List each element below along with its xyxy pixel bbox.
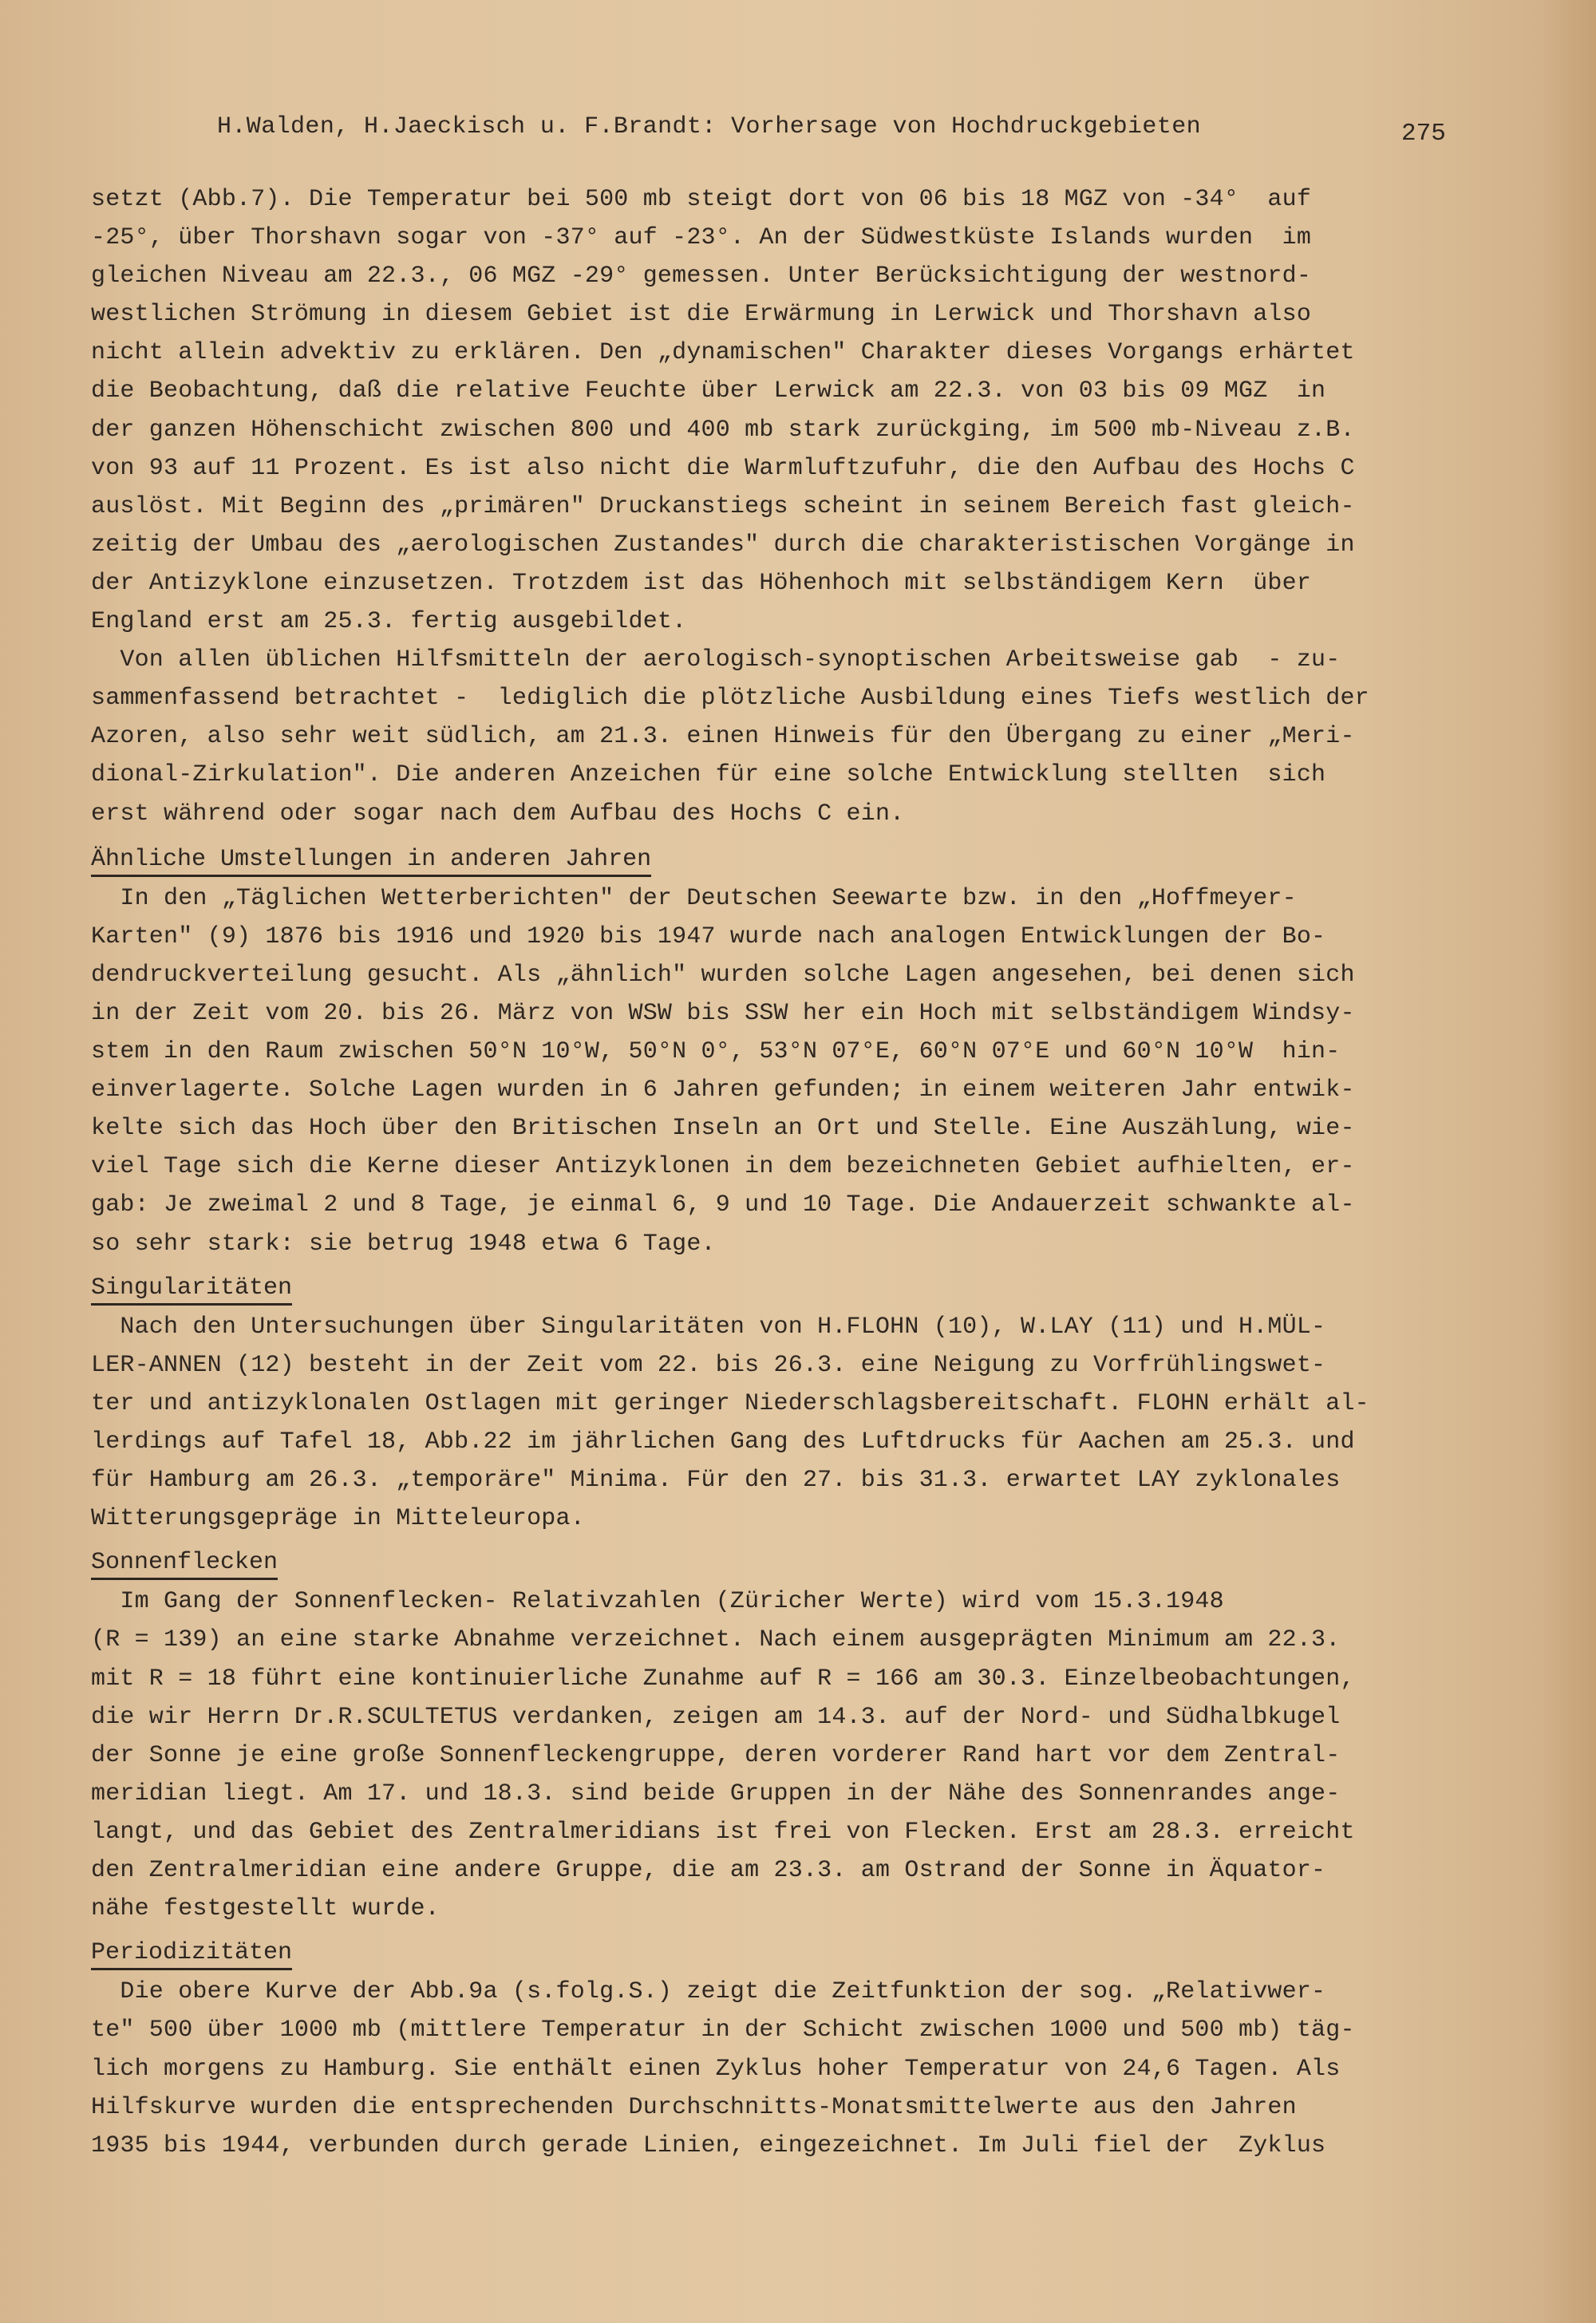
text-line: LER-ANNEN (12) besteht in der Zeit vom 22. bis 26.3. eine Neigung zu Vorfrühlingswet- — [91, 1351, 1326, 1379]
text-line: kelte sich das Hoch über den Britischen Inseln an Ort und Stelle. Eine Auszählung, wie- — [91, 1115, 1355, 1143]
section-heading — [91, 841, 1464, 879]
text-line: Azoren, also sehr weit südlich, am 21.3. einen Hinweis für den Übergang zu einer „Meri- — [91, 723, 1355, 751]
text-line: erst während oder sogar nach dem Aufbau des Hochs C ein. — [91, 800, 905, 828]
running-header: H.Walden, H.Jaeckisch u. F.Brandt: Vorhersage von Hochdruckgebieten — [217, 113, 1201, 140]
text-line: setzt (Abb.7). Die Temperatur bei 500 mb steigt dort von 06 bis 18 MGZ von -34° auf — [91, 186, 1312, 213]
text-line: lerdings auf Tafel 18, Abb.22 im jährlichen Gang des Luftdrucks für Aachen am 25.3. und — [91, 1428, 1355, 1456]
text-line: auslöst. Mit Beginn des „primären" Druckanstiegs scheint in seinem Bereich fast gleich- — [91, 492, 1355, 520]
text-line: meridian liegt. Am 17. und 18.3. sind beide Gruppen in der Nähe des Sonnenrandes ange- — [91, 1780, 1341, 1807]
text-line: viel Tage sich die Kerne dieser Antizyklonen in dem bezeichneten Gebiet aufhielten, er- — [91, 1153, 1355, 1181]
text-line: Witterungsgepräge in Mitteleuropa. — [91, 1505, 585, 1533]
text-line: in der Zeit vom 20. bis 26. März von WSW bis SSW her ein Hoch mit selbständigem Windsy- — [91, 999, 1355, 1027]
text-line: der Sonne je eine große Sonnenfleckengruppe, deren vorderer Rand hart vor dem Zentral- — [91, 1741, 1341, 1769]
text-line: lich morgens zu Hamburg. Sie enthält einen Zyklus hoher Temperatur von 24,6 Tagen. Als — [91, 2055, 1341, 2083]
body-text — [91, 180, 1464, 2165]
page-number: 275 — [1401, 120, 1446, 148]
text-line: In den „Täglichen Wetterberichten" der Deutschen Seewarte bzw. in den „Hoffmeyer- — [91, 884, 1297, 912]
section-heading-text: Sonnenflecken — [91, 1547, 278, 1580]
section-heading-text: Ähnliche Umstellungen in anderen Jahren — [91, 844, 651, 877]
section-sonnenflecken — [91, 1544, 1464, 1928]
text-line: Die obere Kurve der Abb.9a (s.folg.S.) zeigt die Zeitfunktion der sog. „Relativwer- — [91, 1978, 1326, 2006]
section-heading — [91, 1934, 1464, 1973]
text-line: nähe festgestellt wurde. — [91, 1895, 440, 1923]
text-line: langt, und das Gebiet des Zentralmeridians ist frei von Flecken. Erst am 28.3. erreicht — [91, 1818, 1355, 1846]
text-line: te" 500 über 1000 mb (mittlere Temperatur in der Schicht zwischen 1000 und 500 mb) täg- — [91, 2017, 1355, 2044]
text-line: zeitig der Umbau des „aerologischen Zustandes" durch die charakteristischen Vorgänge in — [91, 531, 1355, 559]
text-line: der Antizyklone einzusetzen. Trotzdem ist das Höhenhoch mit selbständigem Kern über — [91, 569, 1312, 597]
text-line: Karten" (9) 1876 bis 1916 und 1920 bis 1947 wurde nach analogen Entwicklungen der Bo- — [91, 922, 1326, 950]
text-line: 1935 bis 1944, verbunden durch gerade Linien, eingezeichnet. Im Juli fiel der Zyklus — [91, 2131, 1326, 2159]
text-line: so sehr stark: sie betrug 1948 etwa 6 Tage. — [91, 1230, 716, 1258]
text-line: (R = 139) an eine starke Abnahme verzeichnet. Nach einem ausgeprägten Minimum am 22.3. — [91, 1626, 1341, 1654]
text-line: Hilfskurve wurden die entsprechenden Durchschnitts-Monatsmittelwerte aus den Jahren — [91, 2093, 1297, 2121]
section-aehnliche-umstellungen — [91, 841, 1464, 1263]
text-line: dional-Zirkulation". Die anderen Anzeichen für eine solche Entwicklung stellten sich — [91, 761, 1326, 789]
text-line: Nach den Untersuchungen über Singularitäten von H.FLOHN (10), W.LAY (11) und H.MÜL- — [91, 1313, 1326, 1341]
text-line: England erst am 25.3. fertig ausgebildet. — [91, 608, 687, 636]
text-line: von 93 auf 11 Prozent. Es ist also nicht die Warmluftzufuhr, die den Aufbau des Hochs C — [91, 454, 1355, 482]
text-line: einverlagerte. Solche Lagen wurden in 6 Jahren gefunden; in einem weiteren Jahr entwik- — [91, 1077, 1355, 1104]
section-heading-text: Singularitäten — [91, 1273, 292, 1306]
text-line: der ganzen Höhenschicht zwischen 800 und 400 mb stark zurückging, im 500 mb-Niveau z.B. — [91, 416, 1355, 444]
text-line: die Beobachtung, daß die relative Feuchte über Lerwick am 22.3. von 03 bis 09 MGZ in — [91, 377, 1326, 405]
text-line: mit R = 18 führt eine kontinuierliche Zunahme auf R = 166 am 30.3. Einzelbeobachtungen, — [91, 1665, 1355, 1693]
text-line: -25°, über Thorshavn sogar von -37° auf -23°. An der Südwestküste Islands wurden im — [91, 224, 1312, 252]
section-heading — [91, 1270, 1464, 1308]
section-periodizitaeten — [91, 1934, 1464, 2165]
text-line: den Zentralmeridian eine andere Gruppe, die am 23.3. am Ostrand der Sonne in Äquator- — [91, 1857, 1326, 1885]
intro-block — [91, 180, 1464, 833]
text-line: gleichen Niveau am 22.3., 06 MGZ -29° gemessen. Unter Berücksichtigung der westnord- — [91, 263, 1312, 290]
section-heading-text: Periodizitäten — [91, 1938, 292, 1970]
text-line: Im Gang der Sonnenflecken- Relativzahlen (Züricher Werte) wird vom 15.3.1948 — [91, 1588, 1224, 1616]
text-line: die wir Herrn Dr.R.SCULTETUS verdanken, zeigen am 14.3. auf der Nord- und Südhalbkugel — [91, 1703, 1341, 1731]
text-line: westlichen Strömung in diesem Gebiet ist die Erwärmung in Lerwick und Thorshavn also — [91, 301, 1312, 329]
text-line: nicht allein advektiv zu erklären. Den „dynamischen" Charakter dieses Vorgangs erhärtet — [91, 339, 1355, 367]
text-line: Von allen üblichen Hilfsmitteln der aerologisch-synoptischen Arbeitsweise gab - zu- — [91, 646, 1341, 674]
text-line: für Hamburg am 26.3. „temporäre" Minima. Für den 27. bis 31.3. erwartet LAY zyklonales — [91, 1467, 1341, 1495]
text-line: stem in den Raum zwischen 50°N 10°W, 50°N 0°, 53°N 07°E, 60°N 07°E und 60°N 10°W hin- — [91, 1038, 1341, 1066]
section-singularitaeten — [91, 1270, 1464, 1539]
text-line: ter und antizyklonalen Ostlagen mit geringer Niederschlagsbereitschaft. FLOHN erhält al- — [91, 1389, 1369, 1417]
text-line: sammenfassend betrachtet - lediglich die plötzliche Ausbildung eines Tiefs westlich der — [91, 685, 1369, 713]
text-line: dendruckverteilung gesucht. Als „ähnlich" wurden solche Lagen angesehen, bei denen sich — [91, 961, 1355, 989]
text-line: gab: Je zweimal 2 und 8 Tage, je einmal 6, 9 und 10 Tage. Die Andauerzeit schwankte al- — [91, 1191, 1355, 1219]
section-heading — [91, 1544, 1464, 1582]
